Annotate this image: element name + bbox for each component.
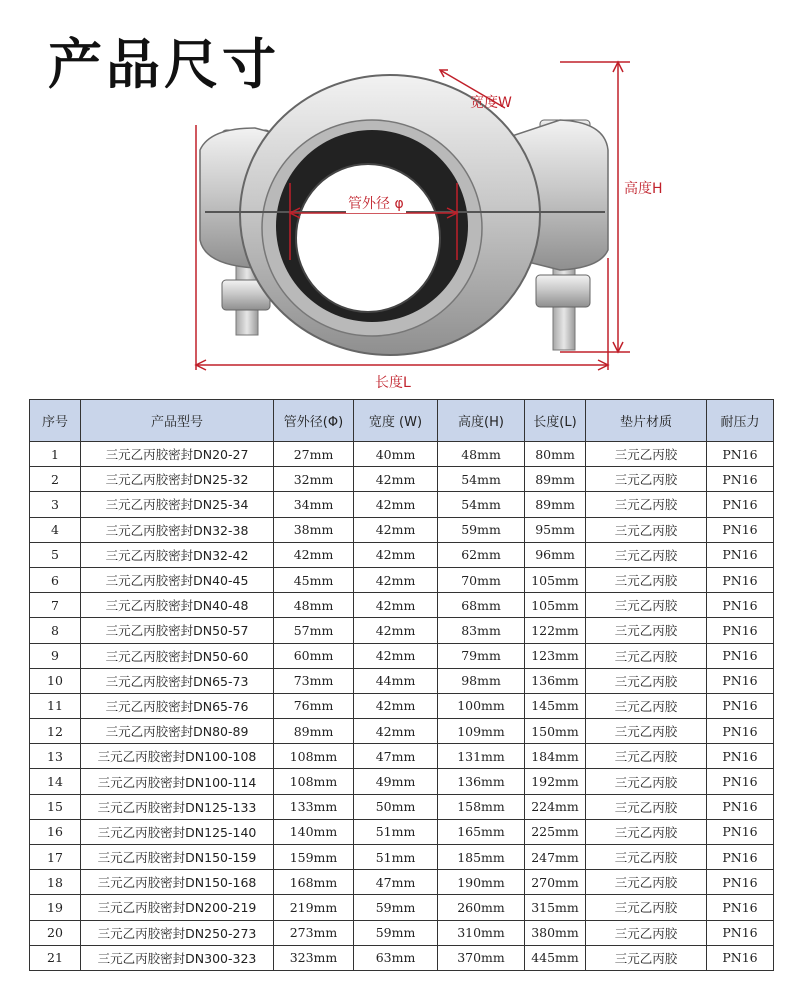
cell-width: 44mm	[354, 668, 438, 693]
cell-length: 224mm	[525, 794, 586, 819]
cell-width: 42mm	[354, 467, 438, 492]
cell-height: 79mm	[438, 643, 525, 668]
cell-pipe-od: 27mm	[274, 442, 354, 467]
cell-length: 105mm	[525, 567, 586, 592]
header-gasket-material: 垫片材质	[586, 400, 707, 442]
cell-pressure: PN16	[707, 870, 774, 895]
cell-length: 150mm	[525, 719, 586, 744]
cell-height: 185mm	[438, 845, 525, 870]
cell-height: 98mm	[438, 668, 525, 693]
table-row	[30, 693, 774, 718]
cell-pipe-od: 73mm	[274, 668, 354, 693]
header-length: 长度(L)	[525, 400, 586, 442]
header-index: 序号	[30, 400, 81, 442]
cell-gasket-material: 三元乙丙胶	[586, 819, 707, 844]
cell-model: 三元乙丙胶密封DN80-89	[81, 719, 274, 744]
cell-width: 42mm	[354, 693, 438, 718]
cell-pipe-od: 273mm	[274, 920, 354, 945]
cell-gasket-material: 三元乙丙胶	[586, 567, 707, 592]
cell-pipe-od: 108mm	[274, 744, 354, 769]
cell-model: 三元乙丙胶密封DN200-219	[81, 895, 274, 920]
cell-length: 445mm	[525, 945, 586, 970]
product-dimension-figure	[0, 0, 800, 395]
cell-width: 47mm	[354, 870, 438, 895]
header-model: 产品型号	[81, 400, 274, 442]
cell-length: 105mm	[525, 593, 586, 618]
cell-pipe-od: 108mm	[274, 769, 354, 794]
cell-index: 12	[30, 719, 81, 744]
cell-width: 42mm	[354, 643, 438, 668]
cell-width: 51mm	[354, 819, 438, 844]
cell-length: 136mm	[525, 668, 586, 693]
cell-index: 16	[30, 819, 81, 844]
cell-gasket-material: 三元乙丙胶	[586, 769, 707, 794]
cell-index: 10	[30, 668, 81, 693]
cell-model: 三元乙丙胶密封DN125-140	[81, 819, 274, 844]
cell-length: 145mm	[525, 693, 586, 718]
table-row	[30, 945, 774, 970]
cell-model: 三元乙丙胶密封DN250-273	[81, 920, 274, 945]
cell-height: 158mm	[438, 794, 525, 819]
cell-pipe-od: 159mm	[274, 845, 354, 870]
cell-width: 42mm	[354, 593, 438, 618]
cell-width: 42mm	[354, 517, 438, 542]
cell-pressure: PN16	[707, 719, 774, 744]
table-row	[30, 567, 774, 592]
cell-model: 三元乙丙胶密封DN125-133	[81, 794, 274, 819]
header-height: 高度(H)	[438, 400, 525, 442]
cell-pipe-od: 32mm	[274, 467, 354, 492]
cell-pipe-od: 89mm	[274, 719, 354, 744]
cell-gasket-material: 三元乙丙胶	[586, 870, 707, 895]
table-row	[30, 442, 774, 467]
header-width: 宽度 (W)	[354, 400, 438, 442]
cell-length: 122mm	[525, 618, 586, 643]
cell-length: 225mm	[525, 819, 586, 844]
cell-gasket-material: 三元乙丙胶	[586, 945, 707, 970]
cell-index: 18	[30, 870, 81, 895]
cell-model: 三元乙丙胶密封DN40-48	[81, 593, 274, 618]
cell-index: 15	[30, 794, 81, 819]
cell-height: 68mm	[438, 593, 525, 618]
cell-model: 三元乙丙胶密封DN100-108	[81, 744, 274, 769]
cell-index: 20	[30, 920, 81, 945]
cell-index: 17	[30, 845, 81, 870]
cell-pipe-od: 48mm	[274, 593, 354, 618]
cell-pipe-od: 133mm	[274, 794, 354, 819]
cell-pressure: PN16	[707, 517, 774, 542]
cell-length: 96mm	[525, 542, 586, 567]
cell-gasket-material: 三元乙丙胶	[586, 467, 707, 492]
cell-pipe-od: 76mm	[274, 693, 354, 718]
cell-pressure: PN16	[707, 542, 774, 567]
table-row	[30, 845, 774, 870]
cell-index: 5	[30, 542, 81, 567]
cell-pressure: PN16	[707, 492, 774, 517]
cell-pipe-od: 323mm	[274, 945, 354, 970]
cell-gasket-material: 三元乙丙胶	[586, 794, 707, 819]
table-row	[30, 769, 774, 794]
cell-model: 三元乙丙胶密封DN300-323	[81, 945, 274, 970]
cell-pressure: PN16	[707, 643, 774, 668]
cell-width: 42mm	[354, 542, 438, 567]
cell-width: 50mm	[354, 794, 438, 819]
cell-gasket-material: 三元乙丙胶	[586, 618, 707, 643]
cell-model: 三元乙丙胶密封DN150-168	[81, 870, 274, 895]
cell-height: 136mm	[438, 769, 525, 794]
cell-length: 95mm	[525, 517, 586, 542]
cell-length: 247mm	[525, 845, 586, 870]
cell-pipe-od: 45mm	[274, 567, 354, 592]
cell-pressure: PN16	[707, 567, 774, 592]
cell-index: 2	[30, 467, 81, 492]
cell-height: 131mm	[438, 744, 525, 769]
cell-model: 三元乙丙胶密封DN65-73	[81, 668, 274, 693]
cell-model: 三元乙丙胶密封DN25-32	[81, 467, 274, 492]
table-row	[30, 895, 774, 920]
cell-pipe-od: 34mm	[274, 492, 354, 517]
cell-width: 51mm	[354, 845, 438, 870]
table-row	[30, 492, 774, 517]
cell-pressure: PN16	[707, 467, 774, 492]
cell-width: 59mm	[354, 895, 438, 920]
cell-length: 89mm	[525, 492, 586, 517]
cell-length: 315mm	[525, 895, 586, 920]
cell-gasket-material: 三元乙丙胶	[586, 593, 707, 618]
cell-width: 42mm	[354, 492, 438, 517]
cell-pipe-od: 38mm	[274, 517, 354, 542]
length-dimension-label: 长度L	[375, 375, 411, 391]
cell-pipe-od: 57mm	[274, 618, 354, 643]
cell-pressure: PN16	[707, 845, 774, 870]
cell-pressure: PN16	[707, 945, 774, 970]
cell-gasket-material: 三元乙丙胶	[586, 895, 707, 920]
cell-length: 270mm	[525, 870, 586, 895]
cell-pressure: PN16	[707, 920, 774, 945]
cell-index: 14	[30, 769, 81, 794]
cell-gasket-material: 三元乙丙胶	[586, 845, 707, 870]
cell-height: 62mm	[438, 542, 525, 567]
cell-index: 3	[30, 492, 81, 517]
pipe-bore	[296, 164, 440, 312]
cell-gasket-material: 三元乙丙胶	[586, 542, 707, 567]
cell-index: 19	[30, 895, 81, 920]
cell-gasket-material: 三元乙丙胶	[586, 668, 707, 693]
cell-length: 380mm	[525, 920, 586, 945]
cell-pipe-od: 60mm	[274, 643, 354, 668]
cell-pressure: PN16	[707, 769, 774, 794]
cell-pipe-od: 42mm	[274, 542, 354, 567]
pipe-od-dimension-label: 管外径 φ	[346, 193, 406, 213]
cell-index: 1	[30, 442, 81, 467]
cell-gasket-material: 三元乙丙胶	[586, 920, 707, 945]
cell-width: 42mm	[354, 567, 438, 592]
cell-index: 11	[30, 693, 81, 718]
cell-width: 63mm	[354, 945, 438, 970]
cell-pressure: PN16	[707, 895, 774, 920]
cell-height: 370mm	[438, 945, 525, 970]
cell-index: 21	[30, 945, 81, 970]
table-row	[30, 593, 774, 618]
cell-height: 190mm	[438, 870, 525, 895]
cell-model: 三元乙丙胶密封DN32-42	[81, 542, 274, 567]
cell-index: 8	[30, 618, 81, 643]
table-row	[30, 467, 774, 492]
table-row	[30, 920, 774, 945]
cell-width: 40mm	[354, 442, 438, 467]
cell-model: 三元乙丙胶密封DN65-76	[81, 693, 274, 718]
cell-height: 100mm	[438, 693, 525, 718]
cell-width: 59mm	[354, 920, 438, 945]
table-row	[30, 618, 774, 643]
cell-length: 123mm	[525, 643, 586, 668]
cell-model: 三元乙丙胶密封DN25-34	[81, 492, 274, 517]
cell-index: 13	[30, 744, 81, 769]
cell-length: 89mm	[525, 467, 586, 492]
cell-model: 三元乙丙胶密封DN50-60	[81, 643, 274, 668]
spec-table	[29, 399, 774, 971]
cell-length: 192mm	[525, 769, 586, 794]
header-pipe-od: 管外径(Φ)	[274, 400, 354, 442]
width-dimension-label: 宽度W	[470, 95, 512, 111]
cell-index: 9	[30, 643, 81, 668]
header-pressure: 耐压力	[707, 400, 774, 442]
cell-height: 70mm	[438, 567, 525, 592]
cell-index: 7	[30, 593, 81, 618]
cell-height: 109mm	[438, 719, 525, 744]
table-row	[30, 794, 774, 819]
table-body	[30, 442, 774, 971]
cell-length: 80mm	[525, 442, 586, 467]
cell-pressure: PN16	[707, 668, 774, 693]
cell-height: 165mm	[438, 819, 525, 844]
cell-length: 184mm	[525, 744, 586, 769]
cell-height: 54mm	[438, 467, 525, 492]
height-dimension-label: 高度H	[624, 181, 663, 197]
cell-pipe-od: 219mm	[274, 895, 354, 920]
cell-gasket-material: 三元乙丙胶	[586, 719, 707, 744]
cell-gasket-material: 三元乙丙胶	[586, 517, 707, 542]
cell-pressure: PN16	[707, 593, 774, 618]
cell-pressure: PN16	[707, 794, 774, 819]
cell-pipe-od: 168mm	[274, 870, 354, 895]
cell-model: 三元乙丙胶密封DN32-38	[81, 517, 274, 542]
cell-width: 47mm	[354, 744, 438, 769]
cell-gasket-material: 三元乙丙胶	[586, 643, 707, 668]
cell-gasket-material: 三元乙丙胶	[586, 744, 707, 769]
table-row	[30, 542, 774, 567]
cell-pressure: PN16	[707, 618, 774, 643]
cell-width: 42mm	[354, 618, 438, 643]
cell-pressure: PN16	[707, 442, 774, 467]
cell-width: 49mm	[354, 769, 438, 794]
table-row	[30, 719, 774, 744]
cell-height: 310mm	[438, 920, 525, 945]
cell-height: 48mm	[438, 442, 525, 467]
cell-pressure: PN16	[707, 819, 774, 844]
cell-gasket-material: 三元乙丙胶	[586, 693, 707, 718]
table-header-row	[30, 400, 774, 442]
page-title: 产品尺寸	[48, 33, 280, 96]
cell-height: 54mm	[438, 492, 525, 517]
table-row	[30, 643, 774, 668]
cell-model: 三元乙丙胶密封DN20-27	[81, 442, 274, 467]
table-row	[30, 517, 774, 542]
cell-pipe-od: 140mm	[274, 819, 354, 844]
cell-index: 6	[30, 567, 81, 592]
cell-gasket-material: 三元乙丙胶	[586, 492, 707, 517]
cell-model: 三元乙丙胶密封DN50-57	[81, 618, 274, 643]
table-row	[30, 870, 774, 895]
cell-height: 260mm	[438, 895, 525, 920]
table-row	[30, 668, 774, 693]
cell-width: 42mm	[354, 719, 438, 744]
cell-gasket-material: 三元乙丙胶	[586, 442, 707, 467]
table-row	[30, 819, 774, 844]
cell-model: 三元乙丙胶密封DN150-159	[81, 845, 274, 870]
cell-model: 三元乙丙胶密封DN100-114	[81, 769, 274, 794]
table-row	[30, 744, 774, 769]
cell-pressure: PN16	[707, 693, 774, 718]
cell-model: 三元乙丙胶密封DN40-45	[81, 567, 274, 592]
cell-index: 4	[30, 517, 81, 542]
cell-height: 59mm	[438, 517, 525, 542]
cell-pressure: PN16	[707, 744, 774, 769]
cell-height: 83mm	[438, 618, 525, 643]
